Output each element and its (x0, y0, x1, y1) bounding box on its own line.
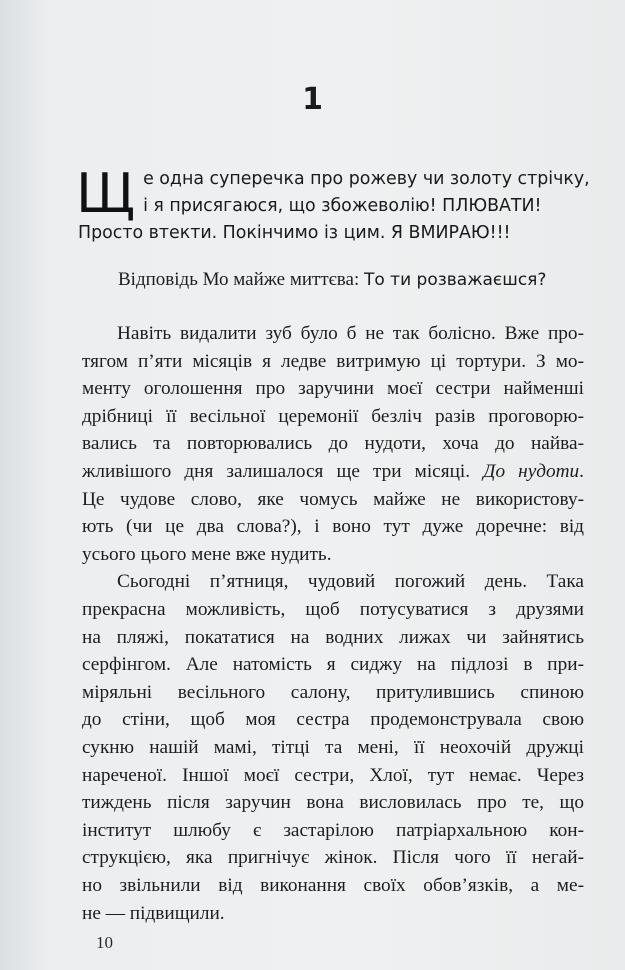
body-line: міряльні весільного салону, притулившись спиною (82, 681, 584, 703)
body-line: дрібниці її весільної церемонії безліч разів проговорю- (82, 405, 584, 427)
body-line-text: жливішого дня залишалося ще три місяці. (82, 461, 471, 482)
body-line: до стіни, щоб моя сестра продемонструвала свою (82, 709, 584, 731)
body-line: Це чудове слово, яке чомусь майже не використову- (82, 488, 584, 510)
body-line: вались та повторювались до нудоти, хоча до найва- (82, 433, 584, 455)
body-line-with-italic (82, 458, 584, 486)
reply-lead: Відповідь Мо майже миттєва: (118, 269, 364, 290)
body-line: сукню нашій мамі, тітці та мені, її неохочій дружці (82, 737, 584, 758)
body-line: струкцією, яка пригнічує жінок. Після чого її негай- (82, 847, 584, 869)
italic-phrase: До нудоти (483, 461, 580, 482)
drop-cap: Щ (76, 162, 136, 225)
chapter-number: 1 (302, 82, 323, 117)
body-line: не — підвищили. (82, 902, 225, 924)
text-message-body: е одна суперечка про рожеву чи золоту стрічку, і я присягаюся, що збожеволію! ПЛЮВАТИ! Просто втекти. Покінчимо із цим. Я ВМИРАЮ!!! (78, 169, 590, 243)
body-line: Сьогодні п’ятниця, чудовий погожий день. Така (117, 571, 584, 593)
body-line: тягом п’яти місяців я ледве витримую ці тортури. З мо- (82, 350, 584, 372)
body-line: но звільнили від виконання своїх обов’язків, а ме- (82, 875, 584, 896)
italic-suffix: . (579, 461, 584, 482)
body-line: інститут шлюбу є застарілою патріархальною кон- (82, 819, 584, 841)
body-line: тиждень після заручин вона висловилась про те, що (82, 792, 584, 814)
body-line: Навіть видалити зуб було б не так болісно. Вже про- (117, 323, 584, 344)
body-line: на пляжі, покататися на водних лижах чи зайнятись (82, 626, 584, 648)
body-line: менту оголошення про заручини моєї сестри найменші (82, 378, 584, 400)
reply-message: То ти розважаєшся? (363, 270, 547, 290)
body-line: нареченої. Іншої моєї сестри, Хлої, тут немає. Через (82, 764, 584, 786)
body-line: усього цього мене вже нудить. (82, 543, 332, 565)
body-line: прекрасна можливість, щоб потусуватися з друзями (82, 599, 584, 620)
body-line: серфінгом. Але натомість я сиджу на підлозі в при- (82, 654, 584, 676)
text-message (76, 162, 598, 247)
reply-paragraph (118, 269, 546, 291)
page-number: 10 (96, 933, 113, 953)
body-line: ють (чи це два слова?), і воно тут дуже доречне: від (82, 516, 584, 538)
